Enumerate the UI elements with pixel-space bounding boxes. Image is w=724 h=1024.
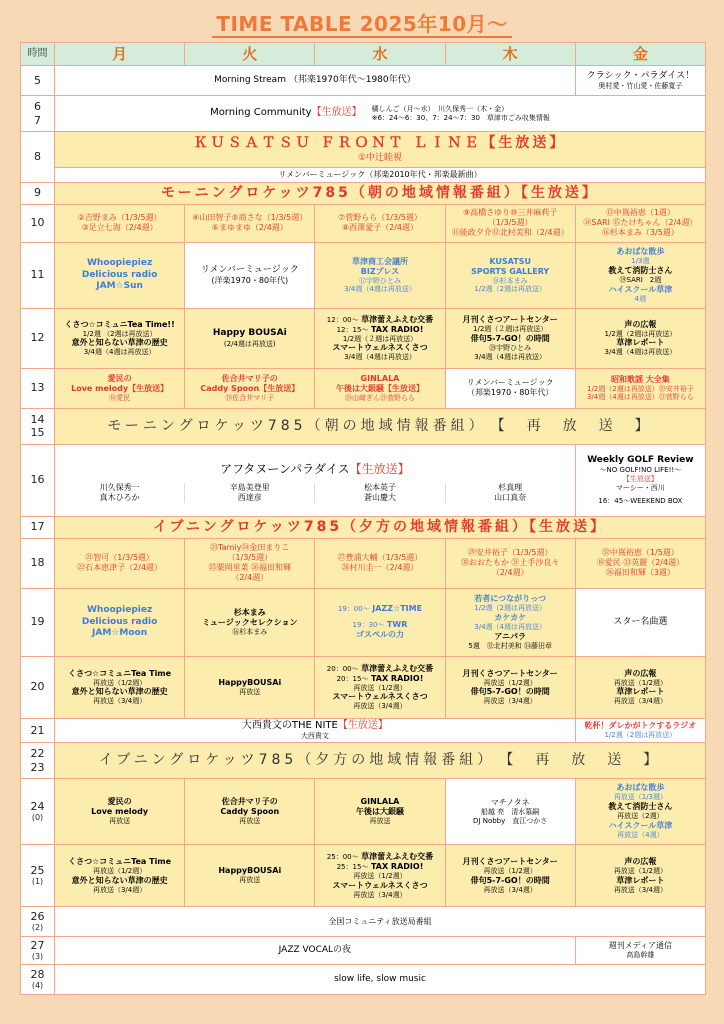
time-cell: 20 [21, 656, 55, 718]
program-cell[interactable]: 声の広報 再放送（1/2週） 草津レポート 再放送（3/4週） [575, 656, 705, 718]
header-fri: 金 [575, 43, 705, 66]
program-cell[interactable]: 佐合井マリ子の Caddy Spoon 再放送 [185, 779, 315, 845]
program-cell[interactable]: 大西貴文のTHE NITE【生放送】 大西貴文 [55, 718, 576, 742]
program-cell[interactable]: 若者につながりっつ 1/2週（2週は再放送） カケカケ 3/4週（4週は再放送） アニパラ 5週 ⑫北村美和 ㉞藤田章 [445, 588, 575, 656]
timetable [20, 42, 706, 995]
header-row [21, 43, 706, 66]
program-cell[interactable]: Morning Community【生放送】 橘しんご（月〜水） 川久保秀一（木・金） ※6：24〜6：30、7：24〜7：30 草津市ごみ収集情報 [55, 96, 706, 132]
program-cell[interactable]: Whoopiepiez Delicious radio JAM☆Moon [55, 588, 185, 656]
time-cell: 24 (0) [21, 779, 55, 845]
program-cell[interactable]: 愛民の Love melody 再放送 [55, 779, 185, 845]
page-title: TIME TABLE 2025年10月～ [0, 8, 724, 37]
program-cell[interactable]: JAZZ VOCALの夜 [55, 937, 576, 965]
program-cell[interactable]: 20：00〜 草津蕾えふえむ交番 20：15〜 TAX RADIO! 再放送（1/2週） スマートウェルネスくさつ 再放送（3/4週） [315, 656, 445, 718]
time-cell: 21 [21, 718, 55, 742]
time-cell: 16 [21, 444, 55, 516]
program-cell[interactable]: Weekly GOLF Review 〜NO GOLF!NO LIFE!!〜 【生放送】 マーシー・西川 16：45〜WEEKEND BOX [575, 444, 705, 516]
time-cell: 26 (2) [21, 907, 55, 937]
program-cell[interactable]: Morning Stream （邦楽1970年代〜1980年代） [55, 66, 576, 96]
time-cell: 25 (1) [21, 845, 55, 907]
host-cell: ⑦菅野らら（1/3/5週） ⑧西澤愛子（2/4週） [315, 204, 445, 242]
host-cell: ⑬中嶌裕恵（1週） ⑭SARI ⑮たけちゃん（2/4週） ⑯杉本まみ（3/5週） [575, 204, 705, 242]
header-time: 時間 [21, 43, 55, 66]
header-mon: 月 [55, 43, 185, 66]
time-cell: 9 [21, 182, 55, 204]
program-cell[interactable]: Whoopiepiez Delicious radio JAM☆Sun [55, 242, 185, 308]
time-cell: 6 7 [21, 96, 55, 132]
program-cell[interactable]: Happy BOUSAi (2/4週は再放送) [185, 308, 315, 368]
program-cell[interactable]: 25：00〜 草津蕾えふえむ交番 25：15〜 TAX RADIO! 再放送（1/2週） スマートウェルネスくさつ 再放送（3/4週） [315, 845, 445, 907]
host-cell: ㉜中嶌裕恵（1/5週） ⑱愛民 ㉝英麗（2/4週） ㉖福田和輝（3週） [575, 538, 705, 588]
program-cell[interactable]: GINLALA 午後は大銀騒 再放送 [315, 779, 445, 845]
program-cell[interactable]: KUSATSU SPORTS GALLERY ⑱杉本まみ 1/2週（2週は再放送） [445, 242, 575, 308]
time-cell: 12 [21, 308, 55, 368]
program-cell[interactable]: アフタヌーンパラダイス【生放送】 川久保秀一 真木ひろか 辛島美登里 西達彦 松本英子 蒼山慶大 杉真理 山口真奈 [55, 444, 576, 516]
program-cell[interactable]: ＫＵＳＡＴＳＵ ＦＲＯＮＴ ＬＩＮＥ【生放送】 ①中辻睦視 リメンバーミュージック（邦楽2010年代・邦楽最新曲） [55, 132, 706, 183]
host-cell: ㉗豊浦大輔（1/3/5週） ㉘村川圭一（2/4週） [315, 538, 445, 588]
time-cell: 22 23 [21, 743, 55, 779]
host-cell: ②吉野まみ（1/3/5週） ③足立七海（2/4週） [55, 204, 185, 242]
program-cell[interactable]: 12：00〜 草津蕾えふえむ交番 12：15〜 TAX RADIO! 1/2週（２週は再放送） スマートウェルネスくさつ 3/4週（4週は再放送） [315, 308, 445, 368]
program-cell[interactable]: HappyBOUSAi 再放送 [185, 845, 315, 907]
program-cell[interactable]: スター名曲選 [575, 588, 705, 656]
program-cell[interactable]: イブニングロケッツ785（夕方の地域情報番組） 【 再 放 送 】 [55, 743, 706, 779]
host-cell: ㉙安井裕子（1/3/5週） ㉚おおたもか ㉛土手沙良々 （2/4週） [445, 538, 575, 588]
time-cell: 28 (4) [21, 965, 55, 995]
time-cell: 10 [21, 204, 55, 242]
time-cell: 19 [21, 588, 55, 656]
program-cell[interactable]: モーニングロケッツ785（朝の地域情報番組）【生放送】 [55, 182, 706, 204]
program-cell[interactable]: マチノタネ 船越 亮 清水慕嗣 DJ Nobby 直江つかさ [445, 779, 575, 845]
program-cell[interactable]: 愛民の Love melody【生放送】 ⑱愛民 [55, 368, 185, 408]
program-cell[interactable]: 19：00〜 JAZZ☆TIME 19：30〜 TWR ゴスペルの力 [315, 588, 445, 656]
program-cell[interactable]: くさつ☆コミュニTea Time 再放送（1/2週） 意外と知らない草津の歴史 再放送（3/4週） [55, 845, 185, 907]
program-cell[interactable]: 杉本まみ ミュージックセレクション ⑯杉本まみ [185, 588, 315, 656]
program-cell[interactable]: くさつ☆コミュニTea Time 再放送（1/2週） 意外と知らない草津の歴史 再放送（3/4週） [55, 656, 185, 718]
program-cell[interactable]: モーニングロケッツ785（朝の地域情報番組） 【 再 放 送 】 [55, 408, 706, 444]
program-cell[interactable]: 月刊くさつアートセンター 再放送（1/2週） 俳句5-7-GO！の時間 再放送（3/4週） [445, 845, 575, 907]
time-cell: 13 [21, 368, 55, 408]
program-cell[interactable]: 草津商工会議所 BIZプレス ⑰宇野ひとみ 3/4週（4週は再放送） [315, 242, 445, 308]
program-cell[interactable]: クラシック・パラダイス！ 奥村愛・竹山愛・佐藤寛子 [575, 66, 705, 96]
program-cell[interactable]: 声の広報 再放送（1/2週） 草津レポート 再放送（3/4週） [575, 845, 705, 907]
host-cell: ㉓Tamiy㉔金田まりこ （1/3/5週） ㉕栗岡里菜 ㉖福田和輝 （2/4週） [185, 538, 315, 588]
program-cell[interactable]: HappyBOUSAi 再放送 [185, 656, 315, 718]
program-cell[interactable]: GINLALA 午後は大銀騒【生放送】 ⑳山﨑ぎん㉑菅野らら [315, 368, 445, 408]
program-cell[interactable]: リメンバーミュージック (洋楽1970・80年代) [185, 242, 315, 308]
time-cell: 17 [21, 516, 55, 538]
program-cell[interactable]: 全国コミュニティ放送局番組 [55, 907, 706, 937]
time-cell: 11 [21, 242, 55, 308]
program-cell[interactable]: あおばな散歩 1/3週 教えて消防士さん ⑲SARI 2週 ハイスクール草津 4週 [575, 242, 705, 308]
host-cell: ㉑智可（1/3/5週） ㉒石本恵津子（2/4週） [55, 538, 185, 588]
host-cell: ⑨高橋さゆり⑩三井麻莉子 （1/3/5週） ⑪能政夕介⑫北村美和（2/4週） [445, 204, 575, 242]
time-cell: 27 (3) [21, 937, 55, 965]
program-cell[interactable]: 乾杯！ダレかがトクするラジオ 1/2週（2週は再放送） [575, 718, 705, 742]
program-cell[interactable]: イブニングロケッツ785（夕方の地域情報番組）【生放送】 [55, 516, 706, 538]
program-cell[interactable]: 週刊メディア通信 高島幹雄 [575, 937, 705, 965]
program-cell[interactable]: 昭和歌謡 大全集 1/2週（2週は再放送）⑳安井裕子 3/4週（4週は再放送）㉑菅野らら [575, 368, 705, 408]
time-cell: 14 15 [21, 408, 55, 444]
program-cell[interactable]: 月刊くさつアートセンター 1/2週（２週は再放送） 俳句5-7-GO！の時間 ⑳宇野ひとみ 3/4週（4週は再放送） [445, 308, 575, 368]
program-cell[interactable]: あおばな散歩 再放送（1/3週） 教えて消防士さん 再放送（2週） ハイスクール草津 再放送（4週） [575, 779, 705, 845]
header-wed: 水 [315, 43, 445, 66]
header-tue: 火 [185, 43, 315, 66]
time-cell: 5 [21, 66, 55, 96]
time-cell: 8 [21, 132, 55, 183]
program-cell[interactable]: 声の広報 1/2週（2週は再放送） 草津レポート 3/4週（4週は再放送） [575, 308, 705, 368]
host-cell: ④山田智子⑤商さな（1/3/5週） ⑥まゆまゆ（2/4週） [185, 204, 315, 242]
program-cell[interactable]: 佐合井マリ子の Caddy Spoon【生放送】 ⑲佐合井マリ子 [185, 368, 315, 408]
header-thu: 木 [445, 43, 575, 66]
program-cell[interactable]: リメンバーミュージック （邦楽1970・80年代） [445, 368, 575, 408]
program-cell[interactable]: slow life, slow music [55, 965, 706, 995]
program-cell[interactable]: くさつ☆コミュニTea Time!! 1/2週 （2週は再放送） 意外と知らない草津の歴史 3/4週（4週は再放送） [55, 308, 185, 368]
time-cell: 18 [21, 538, 55, 588]
program-cell[interactable]: 月刊くさつアートセンター 再放送（1/2週） 俳句5-7-GO！の時間 再放送（3/4週） [445, 656, 575, 718]
